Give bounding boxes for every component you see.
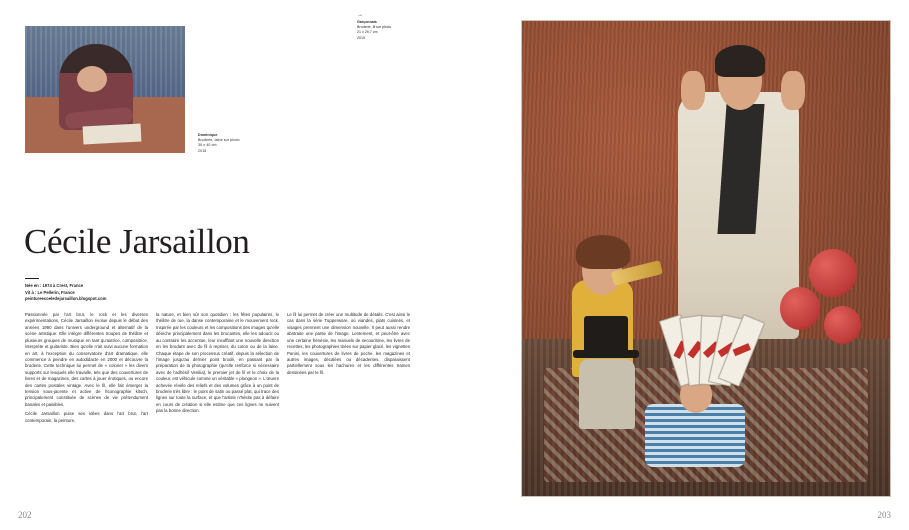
bio-residence: Vit à : Le Pellerin, France: [25, 289, 75, 295]
caption-dimensions: 21 x 29,7 cm: [357, 30, 378, 35]
right-page: [357, 0, 909, 530]
trumpet-player-hair: [576, 235, 630, 269]
balloon-icon: [824, 306, 861, 344]
page-number-left: 202: [18, 510, 32, 520]
paragraph: Cécile Jarsaillon puise ses idées dans l'art brut, l'art contemporain, la peinture,: [25, 411, 148, 423]
paragraph: Le fil lui permet de créer une multitude de détails. C'est ainsi le cas dans la série Tupperware, où viandes, plats cuisinés, et visages prennent une dimension nouvelle. Il peut aussi rendre abstraite une partie de l'image. Lentement, et peut-être avec une certaine frénésie, les manuels de secourisme, les livres de recettes, les photographies tirées sur papier glacé, les vignettes Panini, les couvertures de livres de poche, les magazines et autres images, décalées ou décadentes, disparaissent partiellement sous les hachures et les différentes trames dessinées par le fil.: [287, 312, 410, 375]
caption-title: Dominique: [198, 133, 218, 137]
caption-left: [198, 133, 288, 154]
figure-seated-boy: [632, 377, 757, 482]
top-hat-brim: [573, 350, 638, 358]
artist-bio: [25, 283, 175, 303]
text-column-3: [287, 312, 410, 427]
playing-cards: [669, 316, 765, 383]
paragraph: la nature, et bien sûr son quotidien : les fêtes populaires, le théâtre de rue, la danse contemporaine et le mouvement rock. Inspirée par les couleurs et les compositions des images qu'elle déniche principalement dans les brocantes, elle les adoucit ou au contraire les accentue, leur insufflant une nouvelle direction en les brodant avec du fil à repriser, du coton ou de la laine. Chaque étape de son processus créatif, depuis la sélection de l'image jusqu'au dernier point brodé, en passant par la préparation de la photographie (qu'elle renforce si nécessaire avec de l'adhésif Venilia), le premier jet de fil et le choix de la couleur, est véhicule comme un véritable « plongeon ». L'œuvre achevée révèle des reliefs et des volumes grâce à un point de broderie très libre : le point de satin ou passé plat, qui trace des lignes sur toute la surface, et que l'artiste n'hésite pas à défaire en cours de création si elle estime que ces lignes ne suivent pas la bonne direction.: [156, 312, 280, 414]
page-title: Cécile Jarsaillon: [24, 222, 250, 261]
photo-paper: [83, 123, 142, 144]
top-hat-icon: [584, 316, 628, 355]
caption-year: 2015: [198, 148, 207, 153]
magician-hair: [715, 45, 765, 77]
artwork-image-left: [25, 26, 185, 153]
magician-hand-left: [681, 71, 705, 109]
caption-medium: Broderie, fil sur photo: [357, 25, 392, 30]
paragraph: Passionnée par l'art brut, le rock et les diverses expérimentations, Cécile Jarsaillon évolue depuis le début des années 1990 dans l'univers underground et alternatif de la scène artistique. Elle intègre différentes troupes de théâtre et plusieurs groupes de musique en tant qu'autrice, compositrice, interprète et guitariste. Bien qu'elle n'ait suivi aucune formation en art, à l'exception du conservatoire d'art dramatique, elle commence à peindre en autodidacte en 2000 et découvre la broderie. Cette technique lui permet de « colorier » les divers supports sur lesquels elle travaille, tels que des couvertures de livres et de magazines, des cartes à jouer érotiques, ou encore des cartes postales vintage. Avec le fil, elle fait émerger la tension sous-jacente et active de l'iconographie kitsch, principalement constituée de scènes de vie prétendument banales et paisibles.: [25, 312, 148, 407]
bio-birth: Née en : 1974 à Crest, France: [25, 283, 84, 288]
artwork-image-right: [521, 20, 891, 497]
arrow-right-icon: →: [357, 12, 363, 18]
divider: [25, 278, 39, 279]
body-text-columns: [25, 312, 433, 427]
tophat-figure-body: [579, 359, 636, 430]
caption-right: [357, 20, 449, 41]
balloon-icon: [809, 249, 857, 297]
photo-face: [77, 66, 107, 92]
balloon-icon: [780, 287, 820, 330]
text-column-1: [25, 312, 148, 427]
bio-website: peintureecoeledejarsaillon.blogspot.com: [25, 296, 107, 302]
card-pip-icon: [733, 343, 752, 356]
caption-medium: Broderie, laine sur photo: [198, 138, 240, 143]
caption-dimensions: 30 x 40 cm: [198, 143, 217, 148]
caption-title: Garçonnais: [357, 20, 377, 24]
text-column-2: [156, 312, 279, 427]
boy-striped-shirt: [645, 404, 745, 467]
page-number-right: 203: [877, 510, 891, 520]
caption-year: 2015: [357, 35, 365, 40]
magician-hand-right: [781, 71, 805, 109]
